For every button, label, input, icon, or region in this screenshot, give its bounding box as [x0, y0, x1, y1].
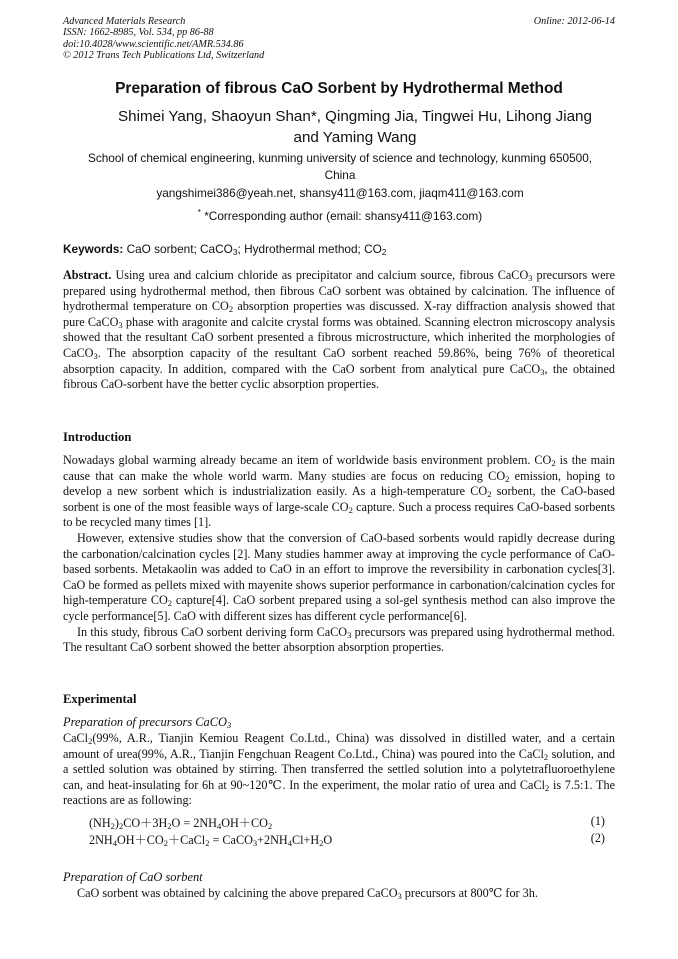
corresponding-text: *Corresponding author (email: shansy411@163.com)	[204, 208, 483, 223]
introduction-heading: Introduction	[63, 430, 132, 444]
affiliation-line-2: China	[324, 168, 356, 182]
keywords-label: Keywords:	[63, 242, 124, 256]
online-date: Online: 2012-06-14	[533, 16, 615, 27]
journal-name: Advanced Materials Research	[63, 16, 186, 27]
affiliation-line-1: School of chemical engineering, kunming university of science and technology, kunming 650500,	[87, 151, 593, 165]
journal-doi: doi:10.4028/www.scientific.net/AMR.534.86	[63, 38, 244, 50]
equation-1	[89, 814, 605, 831]
author-list	[90, 106, 620, 148]
experimental-body-2	[63, 886, 615, 902]
equation-2-formula: $2NH_4OH+CO_2+CaCl_2$ = $CaCO_3+2NH_4Cl+H_2O$	[89, 833, 333, 848]
equation-1-formula: $(NH_2)_2CO+3H_2O = 2NH_4OH+CO_2$	[89, 816, 273, 831]
experimental-heading: Experimental	[63, 692, 137, 706]
introduction-body	[63, 453, 615, 656]
equation-1-number: (1)	[590, 814, 605, 828]
journal-header	[63, 16, 615, 61]
journal-issn: ISSN: 1662-8985, Vol. 534, pp 86-88	[63, 27, 214, 39]
intro-paragraph-2: However, extensive studies show that the conversion of CaO-based sorbents would rapidly decrease during the carbonation/calcination cycles [2]. Many studies hammer away at improving the cycle performance of CaO-based sorbents. Metakaolin was added to CaO in an effort to improve the reversibility in carbonation cycles[3]. CaO be formed as pellets mixed with mayenite shows superior performance in carbonation/calcination cycles for high-temperature $CO_2$ capture[4]. CaO sorbent prepared using a sol-gel synthesis method can also improve the cycle performance[5]. CaO with different sizes has different cycle performance[6].	[63, 530, 616, 623]
author-emails: yangshimei386@yeah.net, shansy411@163.com, jiaqm411@163.com	[156, 186, 524, 200]
abstract-label: Abstract.	[63, 268, 112, 282]
authors-line-1: Shimei Yang, Shaoyun Shan*, Qingming Jia, Tingwei Hu, Lihong Jiang	[118, 108, 592, 125]
subsection-cao-sorbent: Preparation of CaO sorbent	[63, 870, 203, 884]
equation-2-number: (2)	[590, 831, 605, 845]
keywords	[63, 242, 387, 256]
experimental-paragraph-2: CaO sorbent was obtained by calcining the above prepared CaCO$_3$ precursors at 800℃ for 3h.	[77, 886, 538, 901]
equation-2	[89, 831, 605, 848]
keywords-text: CaO sorbent; CaCO$_3$; Hydrothermal method; $CO_2$	[126, 242, 387, 257]
abstract-text: Using urea and calcium chloride as precipitator and calcium source, fibrous CaCO$_3$ precursors were prepared using hydrothermal method, then fibrous CaO sorbent was obtained by calcination. The influence of hydrothermal temperature on $CO_2$ absorption properties was discussed. X-ray diffraction analysis showed that pure CaCO$_3$ phase with aragonite and calcite crystal forms was obtained. Scanning electron microscopy analysis showed that the resultant CaO sorbent presented a fibrous microstructure, which inherited the morphologies of CaCO$_3$. The absorption capacity of the resultant CaO sorbent reached 59.86%, being 76% of theoretical absorption capacity. In addition, compared with the CaO sorbent from analytical pure CaCO$_3$, the obtained fibrous CaO-sorbent have the better cyclic absorption properties.	[63, 268, 616, 392]
experimental-paragraph-1: CaCl$_2$(99%, A.R., Tianjin Kemiou Reagent Co.Ltd., China) was dissolved in distilled water, and a certain amount of urea(99%, A.R., Tianjin Fengchuan Reagent Co.Ltd., China) was poured into the CaCl$_2$ solution, and a settled solution was obtained by stirring. Then transferred the settled solution into a polytetrafluoroethylene can, and heat-insulating for 6h at 90~120℃. In the experiment, the molar ratio of urea and CaCl$_2$ is 7.5:1. The reactions are as following:	[63, 731, 616, 808]
intro-paragraph-1: Nowadays global warming already became an item of worldwide basis environment problem. $CO_2$ is the main cause that can make the whole world warm. Many studies are focus on reducing $CO_2$ emission, hoping to develop a new sorbent which is industrialization easily. As a high-temperature $CO_2$ sorbent, the CaO-based sorbent is one of the most feasible ways of large-scale $CO_2$ capture. Such a process requires CaO-based sorbents to be recycled many times [1].	[63, 453, 616, 530]
intro-paragraph-3: In this study, fibrous CaO sorbent deriving form CaCO$_3$ precursors was prepared using hydrothermal method. The resultant CaO sorbent showed the better absorption absorption properties.	[63, 624, 615, 655]
authors-line-2: and Yaming Wang	[293, 129, 417, 146]
journal-copyright: © 2012 Trans Tech Publications Ltd, Switzerland	[63, 49, 265, 61]
affiliation	[60, 150, 620, 184]
abstract	[63, 268, 615, 393]
paper-title: Preparation of fibrous CaO Sorbent by Hydrothermal Method	[115, 80, 563, 97]
subsection-precursors: Preparation of precursors CaCO$_3$	[63, 715, 232, 730]
corresponding-author	[60, 208, 620, 223]
corresponding-marker: *	[197, 208, 201, 217]
experimental-body	[63, 731, 615, 809]
